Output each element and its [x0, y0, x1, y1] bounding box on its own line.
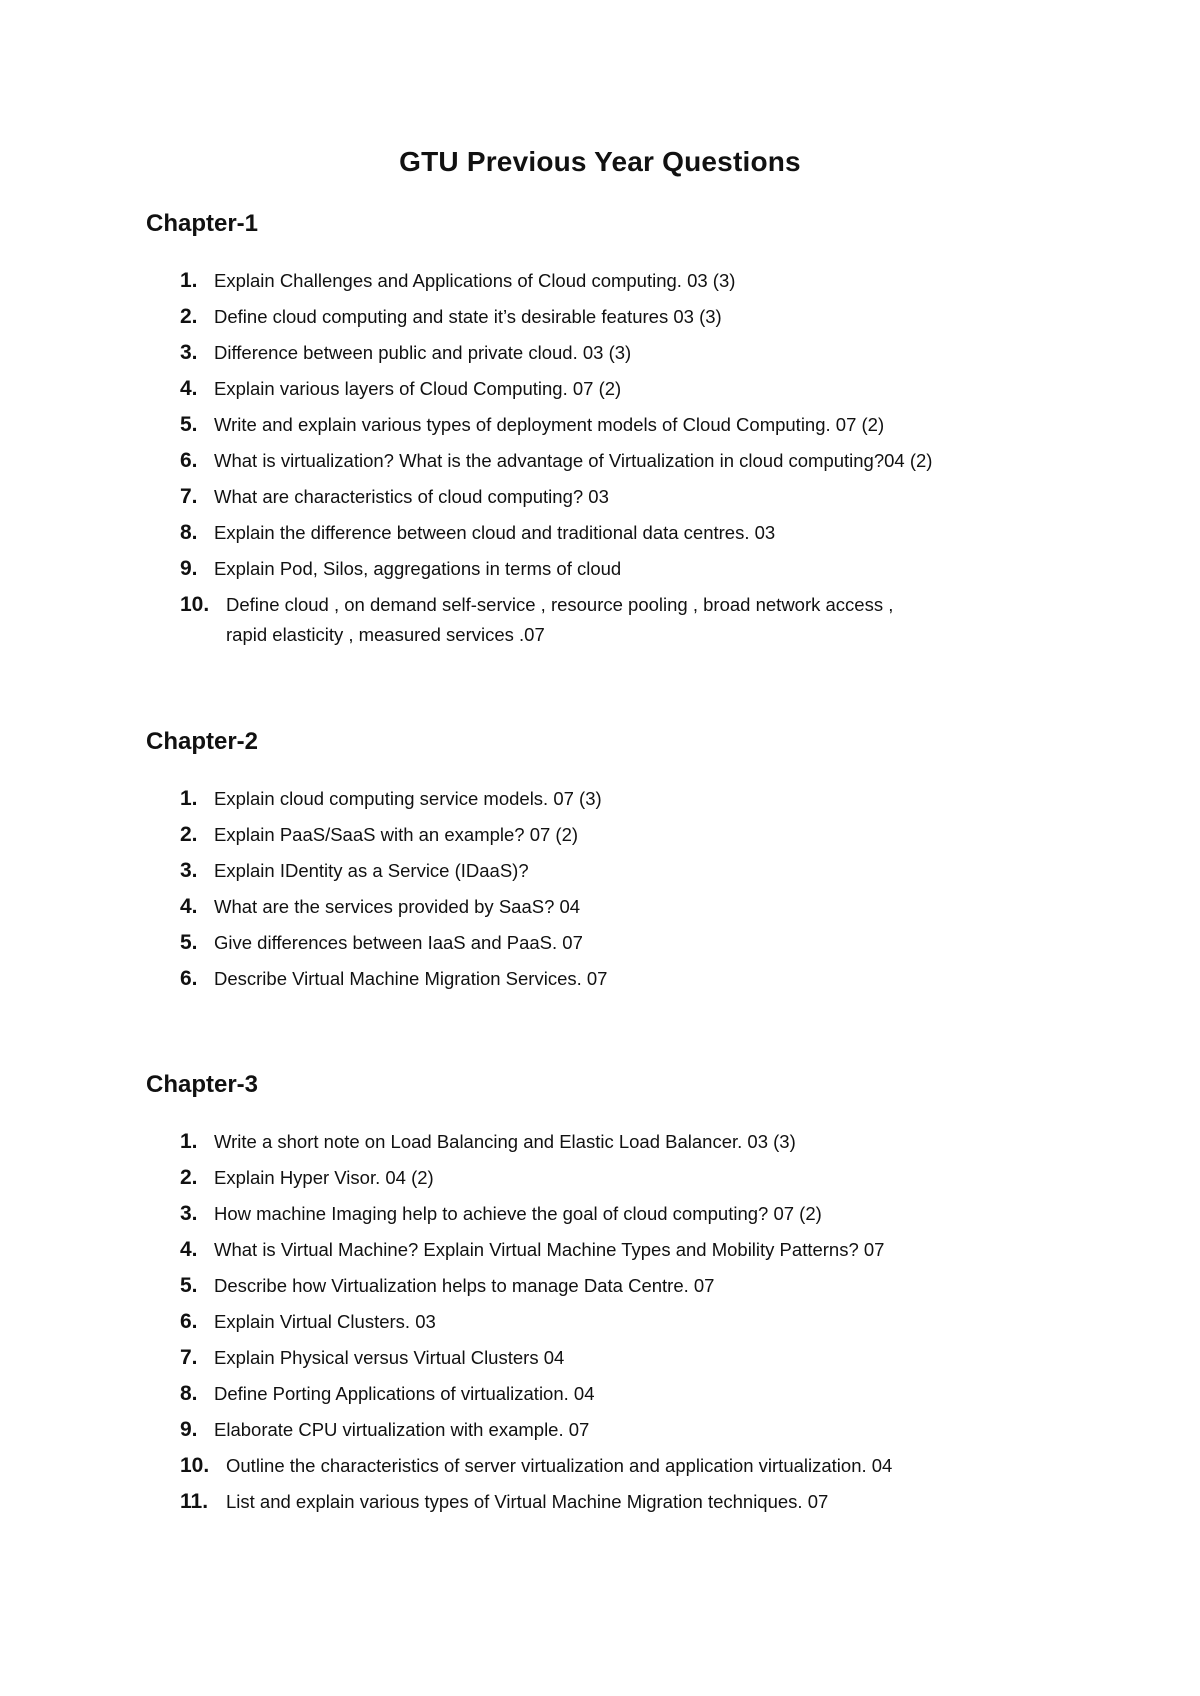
item-text: Define Porting Applications of virtualization. 04: [214, 1383, 595, 1404]
item-text: Elaborate CPU virtualization with example. 07: [214, 1419, 590, 1440]
item-number: 4.: [180, 377, 198, 400]
list-item: [180, 1307, 436, 1337]
item-text: Define cloud computing and state it’s desirable features 03 (3): [214, 306, 722, 327]
item-text: Explain Pod, Silos, aggregations in terms of cloud: [214, 558, 622, 579]
chapter-heading: Chapter-1: [146, 210, 259, 237]
list-item: [180, 1343, 564, 1373]
item-number: 7.: [180, 1346, 198, 1369]
item-text: Define cloud , on demand self-service , resource pooling , broad network access ,: [226, 594, 894, 615]
item-number: 6.: [180, 967, 198, 990]
list-item: [180, 784, 602, 814]
list-item: [180, 1487, 828, 1517]
item-text: Explain Physical versus Virtual Clusters 04: [214, 1347, 565, 1368]
list-item: [180, 892, 580, 922]
list-item: [180, 964, 607, 994]
item-text: Write and explain various types of deployment models of Cloud Computing. 07 (2): [214, 414, 885, 435]
chapter-heading: Chapter-2: [146, 728, 259, 755]
item-number: 1.: [180, 1130, 198, 1153]
item-text: Describe how Virtualization helps to manage Data Centre. 07: [214, 1275, 715, 1296]
list-item: [180, 482, 609, 512]
item-number: 5.: [180, 1274, 198, 1297]
item-number: 4.: [180, 895, 198, 918]
item-number: 9.: [180, 1418, 198, 1441]
item-text: What is Virtual Machine? Explain Virtual Machine Types and Mobility Patterns? 07: [214, 1239, 885, 1260]
item-number: 3.: [180, 341, 198, 364]
item-number: 1.: [180, 269, 198, 292]
list-item: [180, 446, 932, 476]
item-number: 11.: [180, 1490, 209, 1513]
list-item: [180, 1163, 434, 1193]
list-item: [180, 518, 775, 548]
item-number: 7.: [180, 485, 198, 508]
item-text: Explain IDentity as a Service (IDaaS)?: [214, 860, 529, 881]
item-text: Difference between public and private cloud. 03 (3): [214, 342, 632, 363]
page-title: GTU Previous Year Questions: [399, 146, 801, 177]
item-text: What are the services provided by SaaS? 04: [214, 896, 581, 917]
item-number: 2.: [180, 305, 198, 328]
list-item: [180, 374, 621, 404]
list-item: [180, 1271, 714, 1301]
item-number: 4.: [180, 1238, 198, 1261]
item-text: Explain PaaS/SaaS with an example? 07 (2): [214, 824, 579, 845]
item-number: 10.: [180, 1454, 210, 1477]
list-item: [180, 1379, 595, 1409]
list-item: [180, 1127, 796, 1157]
item-text: List and explain various types of Virtual Machine Migration techniques. 07: [226, 1491, 829, 1512]
item-number: 3.: [180, 859, 198, 882]
list-item: [180, 338, 631, 368]
item-number: 3.: [180, 1202, 198, 1225]
list-item: [180, 590, 893, 650]
list-item: [180, 856, 529, 886]
item-number: 9.: [180, 557, 198, 580]
item-text: Explain Virtual Clusters. 03: [214, 1311, 436, 1332]
list-item: [180, 1415, 589, 1445]
list-item: [180, 302, 722, 332]
list-item: [180, 1235, 884, 1265]
item-text-continued: rapid elasticity , measured services .07: [226, 624, 545, 645]
item-number: 6.: [180, 449, 198, 472]
list-item: [180, 928, 583, 958]
list-item: [180, 1199, 822, 1229]
list-item: [180, 410, 884, 440]
list-item: [180, 554, 621, 584]
item-text: Give differences between IaaS and PaaS. 07: [214, 932, 583, 953]
item-number: 5.: [180, 413, 198, 436]
item-text: Explain the difference between cloud and traditional data centres. 03: [214, 522, 776, 543]
item-number: 6.: [180, 1310, 198, 1333]
item-text: How machine Imaging help to achieve the goal of cloud computing? 07 (2): [214, 1203, 822, 1224]
item-text: What is virtualization? What is the advantage of Virtualization in cloud computing?04 (2): [214, 450, 933, 471]
item-text: Explain Hyper Visor. 04 (2): [214, 1167, 434, 1188]
item-number: 8.: [180, 521, 198, 544]
item-number: 8.: [180, 1382, 198, 1405]
item-text: Explain Challenges and Applications of Cloud computing. 03 (3): [214, 270, 736, 291]
item-text: Describe Virtual Machine Migration Services. 07: [214, 968, 608, 989]
item-number: 1.: [180, 787, 198, 810]
item-number: 5.: [180, 931, 198, 954]
list-item: [180, 820, 578, 850]
item-number: 2.: [180, 823, 198, 846]
list-item: [180, 1451, 892, 1481]
item-number: 10.: [180, 593, 210, 616]
chapter-heading: Chapter-3: [146, 1071, 259, 1098]
item-text: Explain cloud computing service models. 07 (3): [214, 788, 602, 809]
item-number: 2.: [180, 1166, 198, 1189]
item-text: Explain various layers of Cloud Computing. 07 (2): [214, 378, 622, 399]
list-item: [180, 266, 735, 296]
item-text: What are characteristics of cloud computing? 03: [214, 486, 609, 507]
item-text: Outline the characteristics of server virtualization and application virtualization. 04: [226, 1455, 893, 1476]
item-text: Write a short note on Load Balancing and Elastic Load Balancer. 03 (3): [214, 1131, 796, 1152]
